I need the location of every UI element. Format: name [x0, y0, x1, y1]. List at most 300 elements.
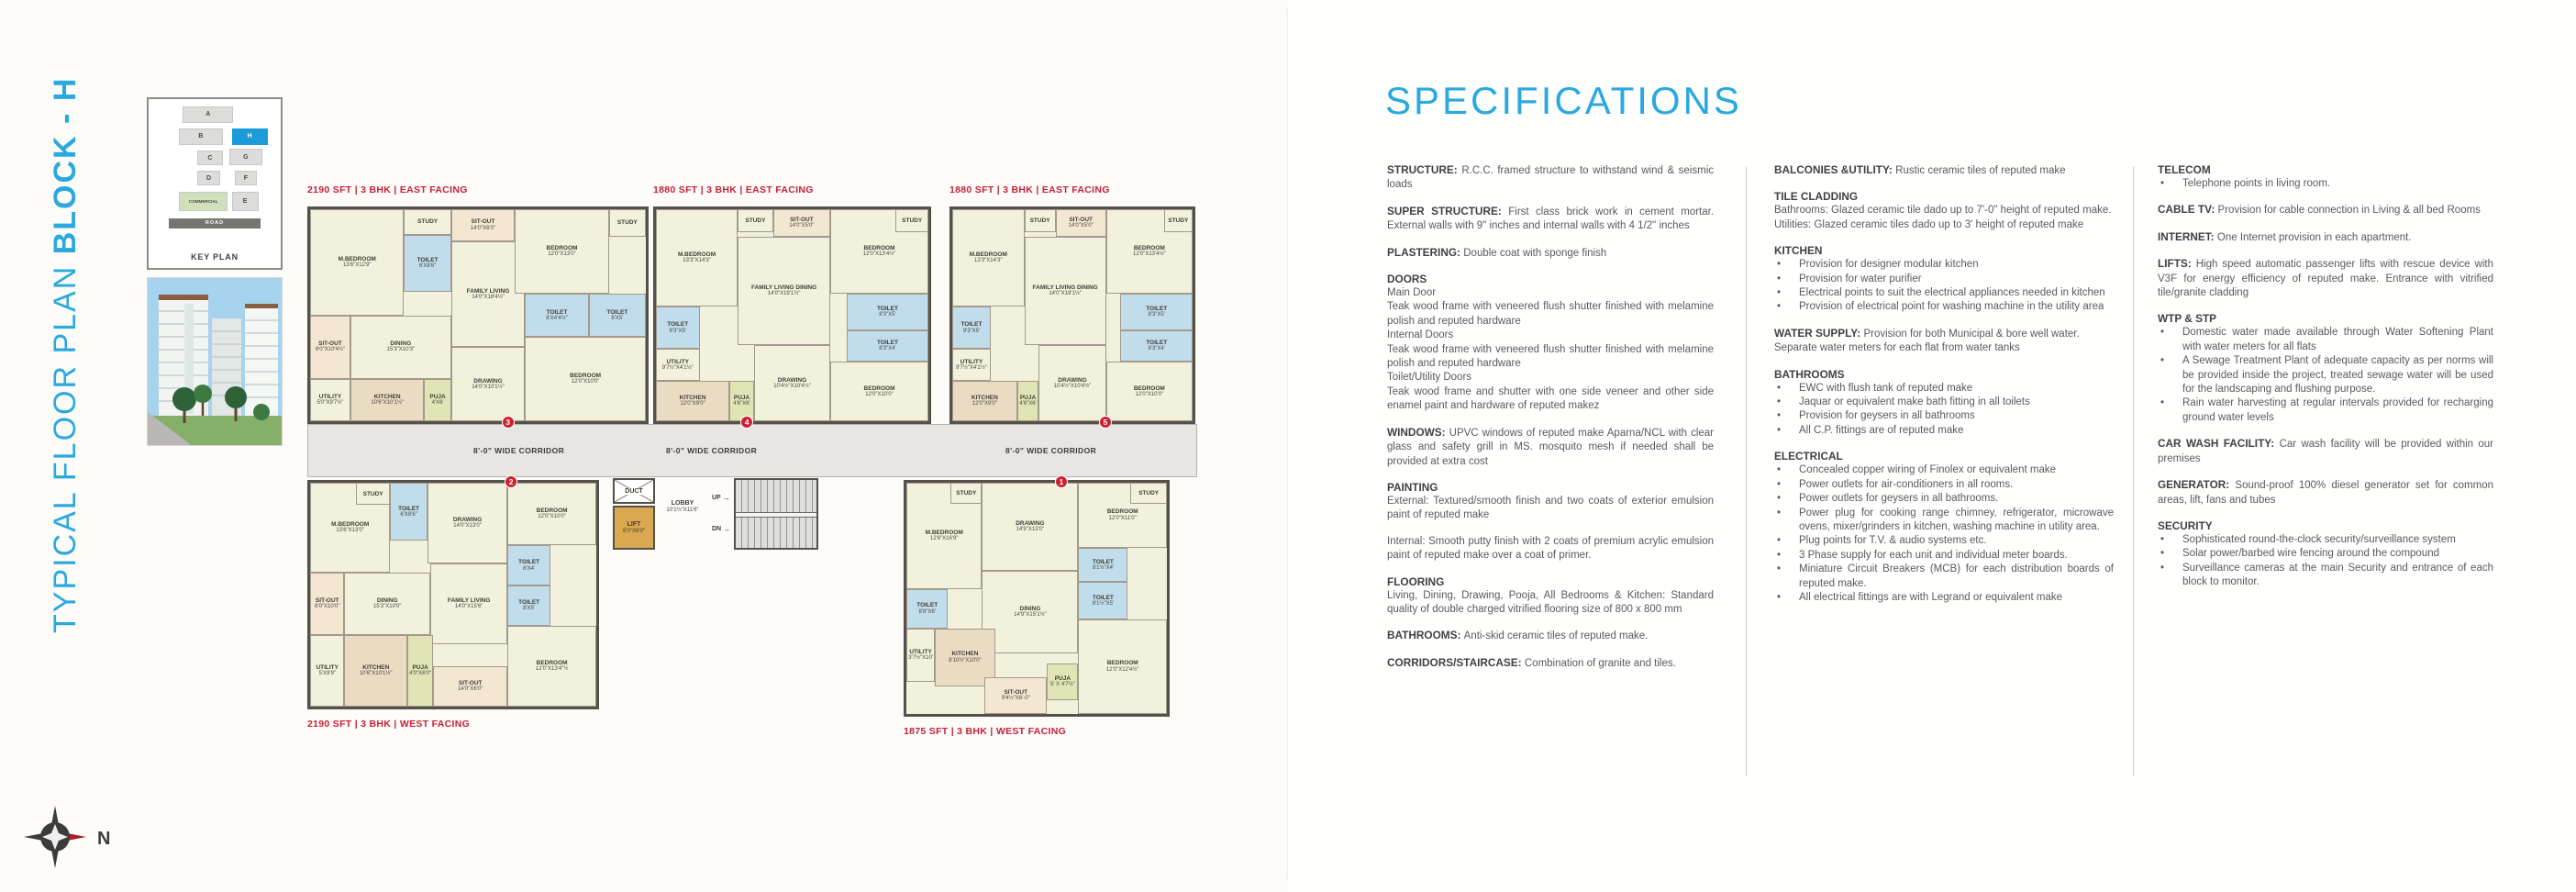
room-name: DINING [376, 597, 398, 604]
room-name: DRAWING [1016, 520, 1045, 527]
room-dims: 8'3"X5' [879, 312, 896, 318]
room-dims: 14'0"X19'1½" [1049, 291, 1082, 297]
room-dims: 9'3"X5' [962, 328, 981, 334]
spec-paragraph: CORRIDORS/STAIRCASE: Combination of granite and tiles. [1387, 655, 1676, 669]
room-name: KITCHEN [679, 395, 706, 402]
room-name: M.BEDROOM [677, 251, 716, 259]
room-name: SIT-OUT [315, 597, 339, 604]
spec-bullet-item [1774, 478, 2114, 492]
room-toilet [847, 330, 928, 362]
spec-bullet-item [1774, 534, 2114, 548]
bullet-dot-icon: • [1777, 301, 1782, 313]
room-name: PUJA [412, 664, 428, 672]
spec-text-line: Utilities: Glazed ceramic tiles dado up to 3' height of reputed make [1774, 218, 2084, 230]
floorplan-unit-5 [949, 206, 1195, 427]
room-toilet [1078, 548, 1127, 583]
room-drawing [427, 483, 507, 563]
spec-text-line: Main Door [1387, 287, 1437, 299]
room-dims: 9'4½"X6'-0" [1001, 696, 1030, 702]
room-name: SIT-OUT [1069, 217, 1093, 224]
spec-heading: KITCHEN [1774, 244, 1823, 258]
spec-paragraph: BALCONIES &UTILITY: Rustic ceramic tiles of reputed make [1774, 163, 2066, 176]
room-dims: 10'4½"X10'4½" [1053, 383, 1092, 389]
spec-paragraph: INTERNET: One Internet provision in each apartment. [2158, 229, 2412, 243]
room-toilet [1120, 294, 1193, 329]
keyplan-block-h: H [232, 128, 268, 145]
room-dims: 12'0"X13'4½" [862, 251, 896, 258]
room-puja [1047, 663, 1078, 700]
bullet-text: Power outlets for air-conditioners in all rooms. [1799, 478, 2014, 490]
room-name: STUDY [902, 217, 923, 225]
spec-section [1387, 426, 1714, 469]
room-name: STUDY [1168, 217, 1189, 225]
room-name: FAMILY LIVING [466, 287, 510, 295]
column-divider [2133, 167, 2134, 776]
room-dims: 12'0"X12'4½" [1105, 666, 1139, 673]
spec-bullet-item [1774, 492, 2114, 506]
keyplan-block-road: ROAD [169, 218, 261, 229]
room-study [609, 209, 646, 237]
room-dims: 6'X8'6" [400, 511, 417, 518]
room-dims: 14'0"X6'0" [458, 686, 483, 693]
spec-heading: GENERATOR: [2158, 478, 2236, 492]
room-dims: 14'0"X6'0" [470, 225, 496, 231]
specifications-title: SPECIFICATIONS [1385, 79, 1742, 122]
room-dims: 13'6"X12'9" [342, 262, 372, 269]
unit-area-label: 1880 SFT | 3 BHK | EAST FACING [653, 184, 814, 195]
room-name: STUDY [1138, 489, 1160, 496]
spec-heading: WATER SUPPLY: [1774, 326, 1864, 340]
room-name: PUJA [1019, 395, 1037, 402]
bullet-text: All electrical fittings are with Legrand or equivalent make [1799, 591, 2063, 603]
bullet-text: A Sewage Treatment Plant of adequate capacity as per norms will be provided inside the project, treated sewage water will be used for the landscaping and flushing purpose. [2182, 355, 2493, 396]
room-m-bedroom [310, 209, 404, 316]
unit-area-label: 2190 SFT | 3 BHK | EAST FACING [307, 184, 468, 195]
bullet-text: Telephone points in living room. [2182, 178, 2331, 189]
room-drawing [1038, 345, 1105, 421]
spec-paragraph: PLASTERING: Double coat with sponge finish [1387, 245, 1607, 259]
room-dims: 14'0"X15'6" [454, 604, 483, 610]
bullet-dot-icon: • [1777, 424, 1782, 436]
room-sit-out [1056, 209, 1106, 237]
room-name: BEDROOM [1133, 245, 1165, 252]
room-dims: 14'9"X13'0" [1016, 527, 1045, 533]
room-dims: 12'6"X16'9" [929, 536, 959, 542]
keyplan-block-a: A [183, 106, 233, 123]
bullet-text: Rain water harvesting at regular intervals provided for recharging ground water levels [2182, 397, 2493, 423]
room-name: KITCHEN [971, 395, 998, 402]
spec-section [1774, 368, 2114, 439]
room-bedroom [515, 209, 608, 294]
lift-dims: 6'0"X6'0" [623, 528, 645, 534]
spec-bullet-item [1774, 258, 2114, 272]
room-dims: 14'0"X18'4½" [472, 294, 505, 300]
keyplan-block-b: B [179, 128, 223, 145]
spec-bullet-item [1774, 273, 2114, 286]
room-dining [344, 573, 430, 635]
spec-section [1387, 481, 1714, 563]
keyplan-block-commercial: COMMERCIAL [179, 192, 228, 211]
room-dims: 13'6"X13'0" [336, 528, 364, 534]
spec-paragraph: GENERATOR: Sound-proof 100% diesel generator set for common areas, lift, fans and tubes [2158, 478, 2493, 506]
spec-bullet-item [1774, 549, 2114, 563]
room-kitchen [656, 381, 729, 421]
room-name: TOILET [546, 308, 568, 316]
bullet-dot-icon: • [1777, 493, 1782, 505]
spec-bullet-item [1774, 591, 2114, 605]
room-name: KITCHEN [951, 651, 979, 658]
room-dims: 12'0"X10'0" [865, 391, 894, 397]
spec-heading: WINDOWS: [1387, 425, 1449, 439]
room-m-bedroom [952, 209, 1025, 307]
column-divider [1746, 167, 1747, 776]
room-toilet [589, 294, 646, 336]
room-dims: 14'0"X5'0" [789, 223, 815, 229]
room-bedroom [507, 626, 596, 707]
room-dims: 8'1½"X5' [1092, 600, 1115, 607]
room-dims: 8'8"X6' [918, 608, 936, 615]
bullet-text: Surveillance cameras at the main Security and entrance of each block to monitor. [2182, 562, 2493, 588]
down-arrow-icon: → [723, 525, 731, 533]
north-label: N [97, 829, 111, 849]
room-bedroom [830, 362, 928, 421]
room-name: SIT-OUT [790, 217, 814, 224]
spec-bullet-item [1774, 286, 2114, 300]
room-dims: 8'X5' [523, 606, 536, 612]
room-name: BEDROOM [536, 660, 568, 667]
room-dims: 4'6"X6' [733, 401, 750, 407]
room-dims: 4'6"X6' [1019, 401, 1037, 407]
spec-column-3 [2158, 163, 2493, 602]
corridor-width-label-1: 8'-0" WIDE CORRIDOR [473, 446, 565, 455]
room-name: SIT-OUT [1004, 688, 1028, 696]
spec-section [1387, 656, 1714, 671]
bullet-dot-icon: • [1777, 563, 1782, 575]
spec-section [2158, 437, 2493, 466]
room-name: TOILET [518, 559, 540, 566]
room-study [404, 209, 450, 235]
spec-heading: CAR WASH FACILITY: [2158, 437, 2280, 451]
bullet-dot-icon: • [2160, 327, 2165, 339]
room-dims: 8'3"X4' [1148, 346, 1165, 352]
room-bedroom [525, 337, 646, 421]
room-name: TOILET [960, 321, 983, 329]
bullet-text: EWC with flush tank of reputed make [1799, 382, 1973, 394]
unit-number-badge: 1 [1055, 475, 1068, 488]
spec-column-1 [1387, 163, 1714, 683]
staircase [734, 478, 818, 550]
spec-section [1774, 190, 2114, 232]
stairs-down-label [712, 525, 730, 533]
bullet-text: All C.P. fittings are of reputed make [1799, 424, 1964, 436]
room-sit-out [773, 209, 830, 237]
room-sit-out [451, 209, 516, 241]
keyplan-block-c: C [197, 151, 222, 165]
spec-section [2158, 163, 2493, 191]
bullet-text: Concealed copper wiring of Finolex or equivalent make [1799, 464, 2056, 476]
spec-section [1774, 327, 2114, 356]
key-plan-caption: KEY PLAN [191, 252, 239, 262]
room-name: BEDROOM [536, 507, 568, 515]
bullet-dot-icon: • [1777, 507, 1782, 518]
spec-bullet-item [1774, 396, 2114, 409]
room-kitchen [344, 635, 407, 707]
room-name: UTILITY [909, 648, 932, 655]
floorplan-unit-2 [307, 477, 599, 709]
unit-area-label: 1880 SFT | 3 BHK | EAST FACING [949, 184, 1110, 195]
room-puja [729, 381, 754, 421]
spec-paragraph: BATHROOMS: Anti-skid ceramic tiles of reputed make. [1387, 629, 1649, 642]
room-dims: 8'1½"X4' [1092, 564, 1115, 571]
room-dims: 14'0"X19'1½" [767, 291, 801, 297]
room-toilet [390, 483, 427, 541]
spec-text-line: Teak wood frame and shutter with one side veneer and other side enamel paint and hardware of reputed makez [1387, 385, 1714, 412]
room-name: DRAWING [777, 376, 807, 384]
spec-section [1774, 450, 2114, 605]
spec-text-line: Living, Dining, Drawing, Pooja, All Bedrooms & Kitchen: Standard quality of double charged vitrified flooring size of 800 x 800 mm [1387, 589, 1714, 615]
room-dims: 4'0"X6'0" [409, 671, 432, 677]
room-name: M.BEDROOM [969, 251, 1007, 259]
spec-paragraph: CAR WASH FACILITY: Car wash facility will be provided within our premises [2158, 437, 2493, 464]
spec-bullet-item [1774, 424, 2114, 438]
room-dims: 13'3"X14'3" [974, 258, 1003, 264]
room-name: UTILITY [666, 358, 690, 365]
spec-section [2158, 312, 2493, 425]
spec-section [1774, 163, 2114, 178]
spec-paragraph: SUPER STRUCTURE: First class brick work in cement mortar. External walls with 9" inches and internal walls with 4 1/2" inches [1387, 204, 1715, 232]
room-sit-out [310, 573, 344, 635]
room-kitchen [350, 379, 425, 421]
room-name: BEDROOM [863, 245, 895, 252]
spec-bullet-item [2158, 177, 2493, 191]
bullet-dot-icon: • [2160, 178, 2165, 189]
room-sit-out [984, 677, 1047, 714]
up-text: UP [712, 495, 721, 501]
spec-text-line: Teak wood frame with veneered flush shutter finished with melamine polish and reputed hardware [1387, 343, 1714, 370]
room-name: M.BEDROOM [925, 530, 963, 537]
spec-bullet-item [2158, 562, 2493, 590]
unit-area-label: 2190 SFT | 3 BHK | WEST FACING [307, 719, 471, 730]
room-dims: 12'0"X13'0" [548, 251, 576, 258]
room-dims: 8'3"X5' [1148, 312, 1165, 318]
room-study [1025, 209, 1056, 232]
room-drawing [754, 345, 830, 421]
room-study [738, 209, 773, 232]
room-dining [350, 316, 451, 379]
room-kitchen [952, 381, 1017, 421]
duct [613, 478, 655, 504]
room-name: TOILET [916, 602, 938, 609]
keyplan-block-e: E [232, 192, 259, 211]
room-name: STUDY [616, 219, 638, 227]
spec-heading: CABLE TV: [2158, 203, 2218, 217]
bullet-text: Sophisticated round-the-clock security/surveillance system [2182, 533, 2456, 545]
room-name: TOILET [1092, 558, 1114, 565]
room-drawing [451, 347, 526, 421]
keyplan-block-d: D [197, 171, 219, 185]
room-name: KITCHEN [373, 394, 401, 401]
spec-bullet-item [1774, 409, 2114, 423]
down-text: DN [712, 526, 722, 532]
room-name: TOILET [876, 306, 898, 313]
room-name: BEDROOM [570, 372, 602, 379]
bullet-dot-icon: • [1777, 273, 1782, 284]
bullet-text: 3 Phase supply for each unit and individual meter boards. [1799, 549, 2068, 561]
spec-section [1387, 246, 1714, 261]
spec-bullet-item [1774, 300, 2114, 314]
room-name: BEDROOM [546, 245, 578, 252]
room-name: SIT-OUT [471, 218, 495, 226]
bullet-dot-icon: • [1777, 549, 1782, 561]
room-study [1164, 209, 1193, 232]
bullet-dot-icon: • [2160, 533, 2165, 545]
room-dims: 14'0"X13'0" [453, 523, 482, 530]
lobby-label [655, 500, 710, 515]
room-utility [656, 349, 700, 381]
room-toilet [1120, 330, 1193, 362]
room-dims: 6'X8'6" [418, 263, 437, 270]
room-dims: 12'0"X9'0" [680, 401, 705, 407]
room-toilet [906, 589, 948, 629]
spec-heading: PAINTING [1387, 480, 1438, 494]
room-family-living-dining [738, 237, 830, 345]
spec-heading: TELECOM [2158, 163, 2211, 176]
room-name: PUJA [1054, 675, 1071, 682]
lobby-dims: 10'1½"X11'6" [666, 507, 699, 514]
room-name: TOILET [876, 340, 898, 347]
room-name: PUJA [429, 394, 446, 401]
bullet-text: Provision for designer modular kitchen [1799, 259, 1979, 271]
spec-text-line: Internal Doors [1387, 329, 1454, 341]
spec-bullet-item [1774, 463, 2114, 477]
spec-text-line: Toilet/Utility Doors [1387, 372, 1472, 384]
room-dims: 12'0"X9'0" [972, 401, 997, 407]
room-dims: 13'3"X14'3" [683, 258, 711, 264]
room-dims: 8'10½"X10'0" [949, 657, 982, 663]
room-study [356, 483, 390, 505]
bullet-dot-icon: • [1777, 287, 1782, 299]
bullet-text: Power outlets for geysers in all bathrooms. [1799, 493, 1999, 505]
room-name: DINING [390, 340, 412, 348]
room-name: TOILET [398, 505, 420, 512]
bullet-dot-icon: • [1777, 259, 1782, 271]
spec-text-line: Separate water meters for each flat from water tanks [1774, 342, 2020, 354]
keyplan-block-g: G [229, 149, 262, 165]
room-family-living [451, 241, 526, 348]
room-dims: 6'0"X10'0" [315, 604, 340, 610]
room-name: BEDROOM [1106, 508, 1138, 516]
bullet-dot-icon: • [1777, 464, 1782, 476]
room-name: UTILITY [318, 394, 342, 401]
room-puja [424, 379, 450, 421]
spec-heading: FLOORING [1387, 574, 1445, 588]
room-dims: 5' X 4'7½" [1050, 681, 1075, 687]
right-page [1288, 0, 2576, 892]
duct-label: DUCT [625, 487, 643, 495]
room-name: FAMILY LIVING [447, 597, 491, 604]
spec-bullet-item [1774, 507, 2114, 535]
room-dims: 12'0"X13'4"½ [535, 666, 569, 673]
spec-bullet-item [1774, 382, 2114, 396]
bullet-dot-icon: • [2160, 562, 2165, 574]
room-study [950, 483, 982, 504]
room-dims: 14'0"X10'1½" [472, 384, 505, 390]
room-name: TOILET [416, 257, 439, 264]
corridor-width-label-2: 8'-0" WIDE CORRIDOR [666, 446, 758, 455]
room-utility [310, 635, 344, 707]
room-dims: 3'7½"X10' [908, 655, 933, 661]
spec-section [2158, 230, 2493, 245]
room-dims: 8'3"X4' [879, 346, 896, 352]
unit-number-badge: 4 [740, 416, 753, 429]
spec-heading: BATHROOMS [1774, 367, 1845, 381]
room-dims: 14'0"X5'0" [1068, 223, 1094, 229]
spec-section [1774, 244, 2114, 315]
room-name: STUDY [745, 217, 766, 225]
corridor-width-label-3: 8'-0" WIDE CORRIDOR [1005, 446, 1097, 455]
room-name: UTILITY [960, 358, 983, 365]
bullet-text: Provision for water purifier [1799, 273, 1922, 284]
room-dims: 12'0"X11'0" [1108, 515, 1137, 521]
room-family-living [430, 563, 507, 644]
room-name: DRAWING [473, 377, 503, 385]
room-name: DINING [1019, 606, 1041, 613]
room-toilet [847, 294, 928, 329]
room-name: TOILET [518, 599, 540, 607]
bullet-text: Miniature Circuit Breakers (MCB) for each distribution boards of reputed make. [1799, 563, 2114, 589]
spec-heading: DOORS [1387, 273, 1427, 286]
spec-paragraph: LIFTS: High speed automatic passenger lifts with rescue device with V3F for energy efficiency of reputed make. Entrance with vitrified tile/granite cladding [2158, 257, 2493, 299]
lobby-name: LOBBY [671, 500, 694, 507]
bullet-dot-icon: • [1777, 535, 1782, 547]
stair-landing [736, 512, 816, 518]
bullet-text: Domestic water made available through Water Softening Plant with water meters for all flats [2182, 327, 2493, 352]
room-dims: 9'7½"X4'1½" [661, 365, 694, 372]
spec-heading: ELECTRICAL [1774, 450, 1843, 463]
room-toilet [656, 307, 700, 349]
room-utility [952, 349, 991, 381]
bullet-text: Provision for geysers in all bathrooms [1799, 410, 1975, 422]
room-name: UTILITY [316, 664, 339, 672]
spec-text-line: Bathrooms: Glazed ceramic tile dado up to 7'-0" height of reputed make. [1774, 205, 2112, 217]
unit-number-badge: 5 [1099, 416, 1112, 429]
floorplan-unit-4 [653, 206, 931, 427]
room-name: FAMILY LIVING DINING [1032, 284, 1098, 292]
spec-section [2158, 478, 2493, 507]
spec-bullet-item [2158, 326, 2493, 354]
room-dims: 12'0"X10'0" [538, 514, 566, 520]
room-toilet [952, 307, 991, 349]
title-block-h: BLOCK - H [48, 76, 83, 255]
room-name: BEDROOM [1133, 385, 1165, 392]
spec-heading: SUPER STRUCTURE: [1387, 204, 1509, 217]
room-name: M.BEDROOM [331, 520, 370, 528]
bullet-dot-icon: • [2160, 397, 2165, 409]
spec-bullet-item [2158, 396, 2493, 425]
room-name: STUDY [956, 489, 977, 496]
room-m-bedroom [656, 209, 738, 307]
lift [613, 506, 655, 550]
room-name: BEDROOM [863, 385, 895, 392]
room-dims: 4'X6' [431, 400, 444, 407]
room-name: STUDY [1029, 217, 1050, 225]
spec-bullet-item [2158, 533, 2493, 547]
room-name: FAMILY LIVING DINING [751, 284, 817, 292]
spec-heading: SECURITY [2158, 518, 2213, 532]
room-bedroom [1078, 619, 1167, 714]
room-dims: 8'X4'4½" [546, 315, 568, 321]
room-name: BEDROOM [1106, 660, 1138, 667]
